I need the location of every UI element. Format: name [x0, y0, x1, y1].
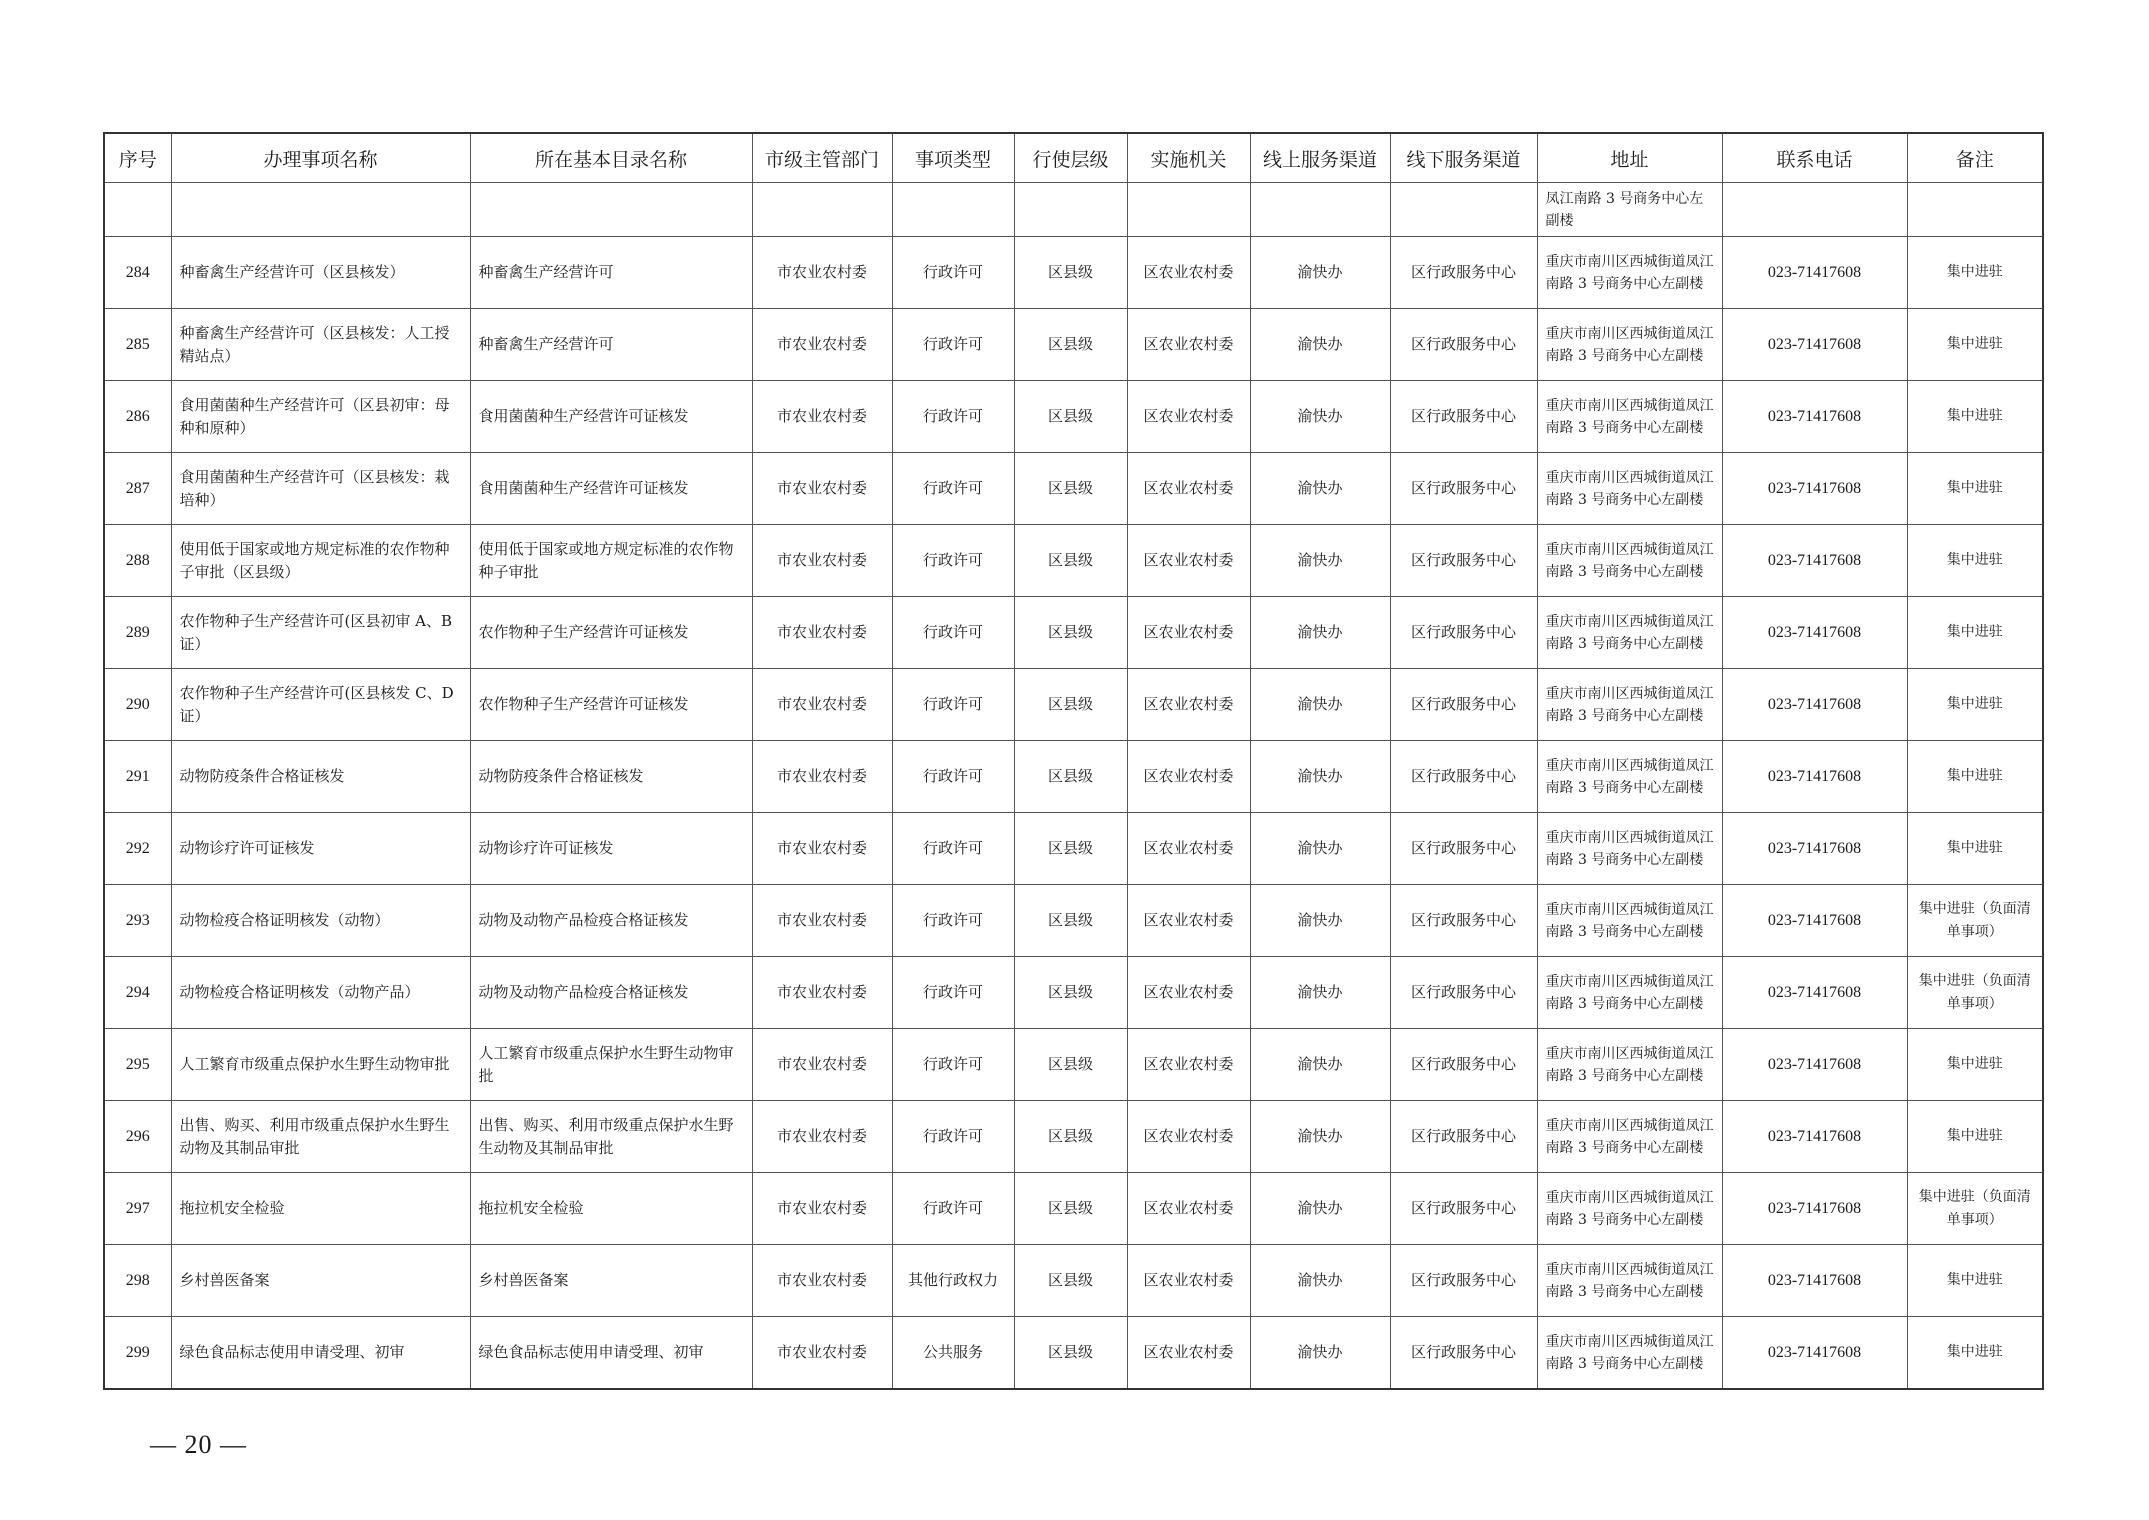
cell-note: 集中进驻	[1907, 813, 2043, 885]
cell-address: 重庆市南川区西城街道凤江南路 3 号商务中心左副楼	[1537, 381, 1722, 453]
cell-level: 区县级	[1014, 957, 1127, 1029]
cell-address: 重庆市南川区西城街道凤江南路 3 号商务中心左副楼	[1537, 669, 1722, 741]
cell-offline-channel: 区行政服务中心	[1390, 1101, 1537, 1173]
header-row	[104, 133, 2043, 183]
header-item-type: 事项类型	[892, 133, 1014, 183]
cell-department: 市农业农村委	[752, 1317, 892, 1390]
cell-catalog-name: 人工繁育市级重点保护水生野生动物审批	[470, 1029, 752, 1101]
cell-phone: 023-71417608	[1722, 1317, 1907, 1390]
cell-item-type: 行政许可	[892, 381, 1014, 453]
cell-item-type: 行政许可	[892, 525, 1014, 597]
cell-item-name: 拖拉机安全检验	[171, 1173, 470, 1245]
cell-note: 集中进驻	[1907, 309, 2043, 381]
cell-online-channel: 渝快办	[1250, 525, 1390, 597]
cell-note: 集中进驻	[1907, 525, 2043, 597]
cell-offline-channel: 区行政服务中心	[1390, 957, 1537, 1029]
cell-item-type: 行政许可	[892, 309, 1014, 381]
cell-note	[1907, 183, 2043, 237]
service-items-table	[103, 132, 2044, 1390]
table-header	[104, 133, 2043, 183]
cell-phone: 023-71417608	[1722, 453, 1907, 525]
table-row	[104, 1173, 2043, 1245]
cell-online-channel: 渝快办	[1250, 741, 1390, 813]
cell-offline-channel: 区行政服务中心	[1390, 885, 1537, 957]
cell-offline-channel: 区行政服务中心	[1390, 237, 1537, 309]
cell-online-channel: 渝快办	[1250, 813, 1390, 885]
cell-online-channel: 渝快办	[1250, 453, 1390, 525]
cell-no: 292	[104, 813, 171, 885]
cell-item-name: 绿色食品标志使用申请受理、初审	[171, 1317, 470, 1390]
cell-agency: 区农业农村委	[1127, 1317, 1250, 1390]
cell-online-channel: 渝快办	[1250, 309, 1390, 381]
cell-agency: 区农业农村委	[1127, 453, 1250, 525]
cell-phone: 023-71417608	[1722, 525, 1907, 597]
cell-address: 重庆市南川区西城街道凤江南路 3 号商务中心左副楼	[1537, 525, 1722, 597]
cell-item-type: 其他行政权力	[892, 1245, 1014, 1317]
cell-agency: 区农业农村委	[1127, 1245, 1250, 1317]
table-row	[104, 597, 2043, 669]
cell-address: 重庆市南川区西城街道凤江南路 3 号商务中心左副楼	[1537, 1029, 1722, 1101]
cell-department: 市农业农村委	[752, 741, 892, 813]
cell-address: 重庆市南川区西城街道凤江南路 3 号商务中心左副楼	[1537, 957, 1722, 1029]
cell-note: 集中进驻（负面清单事项）	[1907, 885, 2043, 957]
cell-catalog-name: 种畜禽生产经营许可	[470, 237, 752, 309]
cell-department: 市农业农村委	[752, 1245, 892, 1317]
cell-online-channel: 渝快办	[1250, 1317, 1390, 1390]
table-row	[104, 237, 2043, 309]
cell-department: 市农业农村委	[752, 813, 892, 885]
cell-catalog-name	[470, 183, 752, 237]
header-online-channel: 线上服务渠道	[1250, 133, 1390, 183]
cell-agency: 区农业农村委	[1127, 957, 1250, 1029]
cell-item-type: 行政许可	[892, 669, 1014, 741]
cell-no: 284	[104, 237, 171, 309]
cell-no: 288	[104, 525, 171, 597]
cell-catalog-name: 出售、购买、利用市级重点保护水生野生动物及其制品审批	[470, 1101, 752, 1173]
cell-note: 集中进驻（负面清单事项）	[1907, 1173, 2043, 1245]
cell-offline-channel: 区行政服务中心	[1390, 309, 1537, 381]
cell-catalog-name: 动物诊疗许可证核发	[470, 813, 752, 885]
cell-agency: 区农业农村委	[1127, 597, 1250, 669]
cell-item-name: 使用低于国家或地方规定标准的农作物种子审批（区县级）	[171, 525, 470, 597]
page-number: — 20 —	[150, 1430, 247, 1459]
cell-online-channel: 渝快办	[1250, 885, 1390, 957]
cell-phone: 023-71417608	[1722, 597, 1907, 669]
table-row	[104, 813, 2043, 885]
table-row	[104, 1317, 2043, 1390]
cell-phone: 023-71417608	[1722, 237, 1907, 309]
cell-level: 区县级	[1014, 813, 1127, 885]
cell-note: 集中进驻	[1907, 669, 2043, 741]
cell-no: 299	[104, 1317, 171, 1390]
cell-catalog-name: 动物及动物产品检疫合格证核发	[470, 885, 752, 957]
cell-no: 293	[104, 885, 171, 957]
cell-item-name: 农作物种子生产经营许可(区县核发 C、D 证）	[171, 669, 470, 741]
cell-note: 集中进驻	[1907, 741, 2043, 813]
table-row	[104, 1029, 2043, 1101]
cell-catalog-name: 动物及动物产品检疫合格证核发	[470, 957, 752, 1029]
cell-item-type: 行政许可	[892, 237, 1014, 309]
cell-item-name: 种畜禽生产经营许可（区县核发：人工授精站点）	[171, 309, 470, 381]
cell-level: 区县级	[1014, 525, 1127, 597]
cell-department	[752, 183, 892, 237]
cell-phone: 023-71417608	[1722, 1101, 1907, 1173]
cell-item-type: 行政许可	[892, 741, 1014, 813]
cell-agency: 区农业农村委	[1127, 669, 1250, 741]
cell-phone: 023-71417608	[1722, 1173, 1907, 1245]
cell-online-channel: 渝快办	[1250, 597, 1390, 669]
header-catalog-name: 所在基本目录名称	[470, 133, 752, 183]
cell-item-name: 人工繁育市级重点保护水生野生动物审批	[171, 1029, 470, 1101]
cell-note: 集中进驻	[1907, 597, 2043, 669]
cell-catalog-name: 食用菌菌种生产经营许可证核发	[470, 381, 752, 453]
header-address: 地址	[1537, 133, 1722, 183]
cell-level: 区县级	[1014, 309, 1127, 381]
cell-level: 区县级	[1014, 1173, 1127, 1245]
cell-note: 集中进驻	[1907, 1101, 2043, 1173]
cell-no: 291	[104, 741, 171, 813]
cell-no: 289	[104, 597, 171, 669]
cell-agency: 区农业农村委	[1127, 1029, 1250, 1101]
cell-online-channel	[1250, 183, 1390, 237]
cell-agency: 区农业农村委	[1127, 525, 1250, 597]
cell-item-type: 行政许可	[892, 1173, 1014, 1245]
cell-item-type: 行政许可	[892, 957, 1014, 1029]
cell-department: 市农业农村委	[752, 597, 892, 669]
cell-phone: 023-71417608	[1722, 957, 1907, 1029]
cell-offline-channel: 区行政服务中心	[1390, 453, 1537, 525]
cell-item-type	[892, 183, 1014, 237]
cell-phone: 023-71417608	[1722, 309, 1907, 381]
cell-offline-channel: 区行政服务中心	[1390, 525, 1537, 597]
cell-catalog-name: 拖拉机安全检验	[470, 1173, 752, 1245]
cell-agency: 区农业农村委	[1127, 381, 1250, 453]
cell-catalog-name: 绿色食品标志使用申请受理、初审	[470, 1317, 752, 1390]
cell-no: 290	[104, 669, 171, 741]
cell-agency: 区农业农村委	[1127, 1101, 1250, 1173]
cell-item-name: 出售、购买、利用市级重点保护水生野生动物及其制品审批	[171, 1101, 470, 1173]
cell-agency: 区农业农村委	[1127, 309, 1250, 381]
table-row	[104, 453, 2043, 525]
cell-note: 集中进驻	[1907, 237, 2043, 309]
cell-online-channel: 渝快办	[1250, 669, 1390, 741]
cell-agency: 区农业农村委	[1127, 237, 1250, 309]
cell-level: 区县级	[1014, 597, 1127, 669]
cell-no: 296	[104, 1101, 171, 1173]
cell-item-type: 行政许可	[892, 1029, 1014, 1101]
cell-item-type: 公共服务	[892, 1317, 1014, 1390]
cell-note: 集中进驻	[1907, 381, 2043, 453]
header-offline-channel: 线下服务渠道	[1390, 133, 1537, 183]
cell-address: 重庆市南川区西城街道凤江南路 3 号商务中心左副楼	[1537, 885, 1722, 957]
cell-no	[104, 183, 171, 237]
cell-agency: 区农业农村委	[1127, 885, 1250, 957]
cell-item-name: 种畜禽生产经营许可（区县核发）	[171, 237, 470, 309]
table-row	[104, 309, 2043, 381]
cell-catalog-name: 农作物种子生产经营许可证核发	[470, 669, 752, 741]
table-body	[104, 183, 2043, 1390]
cell-item-name: 食用菌菌种生产经营许可（区县初审：母种和原种）	[171, 381, 470, 453]
cell-level: 区县级	[1014, 1245, 1127, 1317]
cell-level: 区县级	[1014, 237, 1127, 309]
cell-offline-channel: 区行政服务中心	[1390, 1245, 1537, 1317]
cell-offline-channel: 区行政服务中心	[1390, 741, 1537, 813]
cell-level: 区县级	[1014, 669, 1127, 741]
cell-offline-channel	[1390, 183, 1537, 237]
cell-item-type: 行政许可	[892, 1101, 1014, 1173]
cell-department: 市农业农村委	[752, 525, 892, 597]
cell-department: 市农业农村委	[752, 885, 892, 957]
cell-note: 集中进驻	[1907, 1245, 2043, 1317]
cell-item-name: 农作物种子生产经营许可(区县初审 A、B 证）	[171, 597, 470, 669]
cell-address: 重庆市南川区西城街道凤江南路 3 号商务中心左副楼	[1537, 813, 1722, 885]
cell-offline-channel: 区行政服务中心	[1390, 597, 1537, 669]
cell-item-name: 动物防疫条件合格证核发	[171, 741, 470, 813]
header-department: 市级主管部门	[752, 133, 892, 183]
cell-note: 集中进驻（负面清单事项）	[1907, 957, 2043, 1029]
cell-catalog-name: 动物防疫条件合格证核发	[470, 741, 752, 813]
table-row	[104, 183, 2043, 237]
cell-level	[1014, 183, 1127, 237]
cell-agency: 区农业农村委	[1127, 1173, 1250, 1245]
cell-online-channel: 渝快办	[1250, 1245, 1390, 1317]
cell-phone	[1722, 183, 1907, 237]
cell-no: 286	[104, 381, 171, 453]
cell-catalog-name: 种畜禽生产经营许可	[470, 309, 752, 381]
cell-phone: 023-71417608	[1722, 1029, 1907, 1101]
cell-level: 区县级	[1014, 741, 1127, 813]
cell-note: 集中进驻	[1907, 1029, 2043, 1101]
cell-no: 295	[104, 1029, 171, 1101]
table-row	[104, 1101, 2043, 1173]
cell-catalog-name: 使用低于国家或地方规定标准的农作物种子审批	[470, 525, 752, 597]
cell-department: 市农业农村委	[752, 669, 892, 741]
cell-address: 重庆市南川区西城街道凤江南路 3 号商务中心左副楼	[1537, 1245, 1722, 1317]
cell-address: 重庆市南川区西城街道凤江南路 3 号商务中心左副楼	[1537, 237, 1722, 309]
cell-item-name: 食用菌菌种生产经营许可（区县核发：栽培种）	[171, 453, 470, 525]
cell-no: 285	[104, 309, 171, 381]
cell-item-name: 乡村兽医备案	[171, 1245, 470, 1317]
cell-address: 重庆市南川区西城街道凤江南路 3 号商务中心左副楼	[1537, 1317, 1722, 1390]
cell-offline-channel: 区行政服务中心	[1390, 1173, 1537, 1245]
cell-phone: 023-71417608	[1722, 381, 1907, 453]
cell-online-channel: 渝快办	[1250, 381, 1390, 453]
cell-item-name: 动物检疫合格证明核发（动物产品）	[171, 957, 470, 1029]
header-note: 备注	[1907, 133, 2043, 183]
cell-online-channel: 渝快办	[1250, 1173, 1390, 1245]
cell-phone: 023-71417608	[1722, 885, 1907, 957]
table-row	[104, 1245, 2043, 1317]
cell-item-type: 行政许可	[892, 813, 1014, 885]
cell-note: 集中进驻	[1907, 1317, 2043, 1390]
cell-agency: 区农业农村委	[1127, 813, 1250, 885]
cell-offline-channel: 区行政服务中心	[1390, 813, 1537, 885]
cell-offline-channel: 区行政服务中心	[1390, 669, 1537, 741]
table-row	[104, 525, 2043, 597]
header-item-name: 办理事项名称	[171, 133, 470, 183]
cell-address: 凤江南路 3 号商务中心左副楼	[1537, 183, 1722, 237]
cell-department: 市农业农村委	[752, 453, 892, 525]
cell-department: 市农业农村委	[752, 237, 892, 309]
cell-item-type: 行政许可	[892, 885, 1014, 957]
cell-department: 市农业农村委	[752, 1029, 892, 1101]
cell-level: 区县级	[1014, 1101, 1127, 1173]
cell-no: 287	[104, 453, 171, 525]
cell-level: 区县级	[1014, 885, 1127, 957]
cell-catalog-name: 乡村兽医备案	[470, 1245, 752, 1317]
cell-note: 集中进驻	[1907, 453, 2043, 525]
cell-phone: 023-71417608	[1722, 741, 1907, 813]
cell-address: 重庆市南川区西城街道凤江南路 3 号商务中心左副楼	[1537, 597, 1722, 669]
cell-phone: 023-71417608	[1722, 1245, 1907, 1317]
cell-address: 重庆市南川区西城街道凤江南路 3 号商务中心左副楼	[1537, 1101, 1722, 1173]
cell-item-name: 动物诊疗许可证核发	[171, 813, 470, 885]
cell-online-channel: 渝快办	[1250, 1029, 1390, 1101]
table-row	[104, 381, 2043, 453]
cell-department: 市农业农村委	[752, 1101, 892, 1173]
cell-item-name	[171, 183, 470, 237]
cell-address: 重庆市南川区西城街道凤江南路 3 号商务中心左副楼	[1537, 741, 1722, 813]
header-level: 行使层级	[1014, 133, 1127, 183]
cell-no: 298	[104, 1245, 171, 1317]
cell-level: 区县级	[1014, 1317, 1127, 1390]
cell-level: 区县级	[1014, 381, 1127, 453]
table-row	[104, 957, 2043, 1029]
cell-department: 市农业农村委	[752, 957, 892, 1029]
cell-address: 重庆市南川区西城街道凤江南路 3 号商务中心左副楼	[1537, 309, 1722, 381]
header-no: 序号	[104, 133, 171, 183]
table-row	[104, 741, 2043, 813]
header-phone: 联系电话	[1722, 133, 1907, 183]
cell-online-channel: 渝快办	[1250, 957, 1390, 1029]
cell-catalog-name: 食用菌菌种生产经营许可证核发	[470, 453, 752, 525]
cell-catalog-name: 农作物种子生产经营许可证核发	[470, 597, 752, 669]
cell-online-channel: 渝快办	[1250, 1101, 1390, 1173]
table-row	[104, 885, 2043, 957]
cell-level: 区县级	[1014, 1029, 1127, 1101]
cell-agency	[1127, 183, 1250, 237]
cell-item-type: 行政许可	[892, 597, 1014, 669]
cell-offline-channel: 区行政服务中心	[1390, 381, 1537, 453]
cell-department: 市农业农村委	[752, 309, 892, 381]
cell-address: 重庆市南川区西城街道凤江南路 3 号商务中心左副楼	[1537, 1173, 1722, 1245]
cell-offline-channel: 区行政服务中心	[1390, 1029, 1537, 1101]
cell-no: 294	[104, 957, 171, 1029]
cell-department: 市农业农村委	[752, 381, 892, 453]
cell-address: 重庆市南川区西城街道凤江南路 3 号商务中心左副楼	[1537, 453, 1722, 525]
table-row	[104, 669, 2043, 741]
cell-department: 市农业农村委	[752, 1173, 892, 1245]
header-agency: 实施机关	[1127, 133, 1250, 183]
cell-agency: 区农业农村委	[1127, 741, 1250, 813]
cell-phone: 023-71417608	[1722, 669, 1907, 741]
cell-level: 区县级	[1014, 453, 1127, 525]
cell-no: 297	[104, 1173, 171, 1245]
cell-phone: 023-71417608	[1722, 813, 1907, 885]
cell-item-type: 行政许可	[892, 453, 1014, 525]
cell-offline-channel: 区行政服务中心	[1390, 1317, 1537, 1390]
cell-item-name: 动物检疫合格证明核发（动物）	[171, 885, 470, 957]
cell-online-channel: 渝快办	[1250, 237, 1390, 309]
